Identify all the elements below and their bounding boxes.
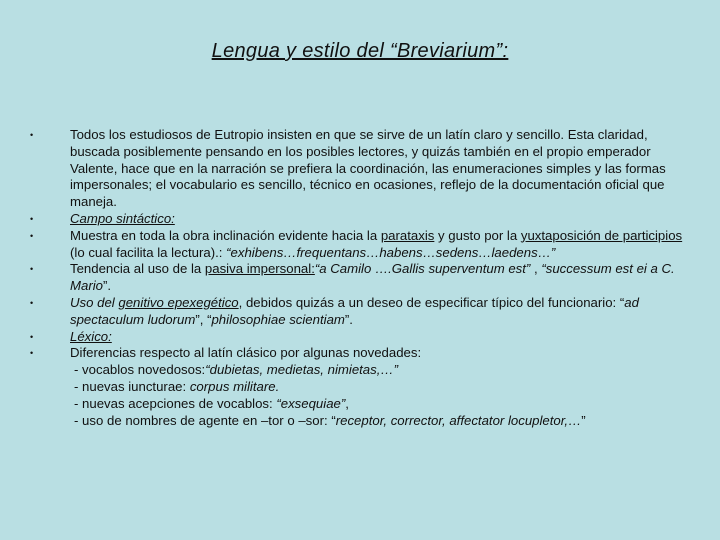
- term-pasiva-impersonal: pasiva impersonal:: [204, 261, 315, 277]
- list-item-pasiva: [30, 261, 690, 295]
- sub-line-text: - vocablos novedosos:: [74, 362, 206, 378]
- latin-example: “exsequiae”: [276, 395, 346, 411]
- item-text: , debidos quizás a un deseo de especificar típico del funcionario: “: [238, 294, 625, 310]
- term-genitivo-epexegetico: genitivo epexegético: [118, 294, 239, 310]
- item-text: Muestra en toda la obra inclinación evidente hacia la: [70, 227, 381, 243]
- sub-line: [30, 396, 690, 413]
- sub-line-text: ”: [581, 412, 586, 428]
- item-text: ,: [534, 261, 542, 277]
- latin-example: “exhibens…frequentans…habens…sedens…laedens…”: [226, 244, 556, 260]
- item-text: ”, “: [195, 311, 212, 327]
- list-item-genitivo: [30, 295, 690, 329]
- list-item-campo-sintactico: [30, 211, 690, 228]
- sub-line-text: - uso de nombres de agente en –tor o –sor: “: [74, 412, 336, 428]
- bullet: •: [30, 213, 34, 224]
- item-text: Tendencia al uso de la: [70, 261, 205, 277]
- term-yuxtaposicion: yuxtaposición de participios: [520, 227, 683, 243]
- latin-example: “dubietas, medietas, nimietas,…”: [205, 362, 398, 378]
- bullet: •: [30, 130, 34, 140]
- list-item-intro: [30, 127, 690, 211]
- item-text: Diferencias respecto al latín clásico por algunas novedades:: [70, 345, 422, 361]
- sub-line-text: - nuevas iuncturae:: [74, 378, 190, 394]
- latin-example: corpus militare.: [189, 378, 280, 394]
- item-text: (lo cual facilita la lectura).:: [70, 244, 227, 260]
- slide-title: Lengua y estilo del “Breviarium”:: [211, 40, 509, 62]
- latin-example: “successum est ei a C. Mario: [70, 261, 675, 294]
- item-text: y gusto por la: [434, 227, 521, 243]
- sub-line: [30, 379, 690, 396]
- sub-line: [30, 362, 690, 379]
- list-item-parataxis: [30, 228, 690, 262]
- bullet-list: [30, 127, 690, 429]
- latin-example: ad spectaculum ludorum: [70, 294, 639, 327]
- list-item-lexico: [30, 329, 690, 346]
- list-item-diferencias: [30, 345, 690, 362]
- item-text: Uso del: [70, 294, 119, 310]
- latin-example: “a Camilo ….Gallis superventum est”: [314, 261, 534, 277]
- section-heading: Campo sintáctico:: [70, 210, 175, 226]
- bullet: •: [30, 230, 34, 241]
- item-text: ”.: [344, 311, 353, 327]
- bullet: •: [30, 331, 34, 342]
- latin-example: philosophiae scientiam: [211, 311, 345, 327]
- term-parataxis: parataxis: [380, 227, 435, 243]
- bullet: •: [30, 297, 34, 308]
- sub-line-text: - nuevas acepciones de vocablos:: [74, 395, 277, 411]
- sub-line-text: ,: [345, 395, 349, 411]
- item-text: ”.: [102, 278, 112, 294]
- section-heading: Léxico:: [70, 328, 112, 344]
- item-text: Todos los estudiosos de Eutropio insisten en que se sirve de un latín claro y sencillo. Esta claridad, buscada posiblemente pensando en los posibles lectores, y quizás también en el propio emperador Valente, hace que en la narración se prefiera la coordinación, las enumeraciones simples y las formas impersonales; el vocabulario es sencillo, técnico en ocasiones, reflejo de la documentación oficial que maneja.: [70, 127, 666, 210]
- sub-line: [30, 413, 690, 430]
- bullet: •: [30, 264, 34, 275]
- latin-example: receptor, corrector, affectator locupletor,…: [335, 412, 582, 428]
- bullet: •: [30, 348, 34, 359]
